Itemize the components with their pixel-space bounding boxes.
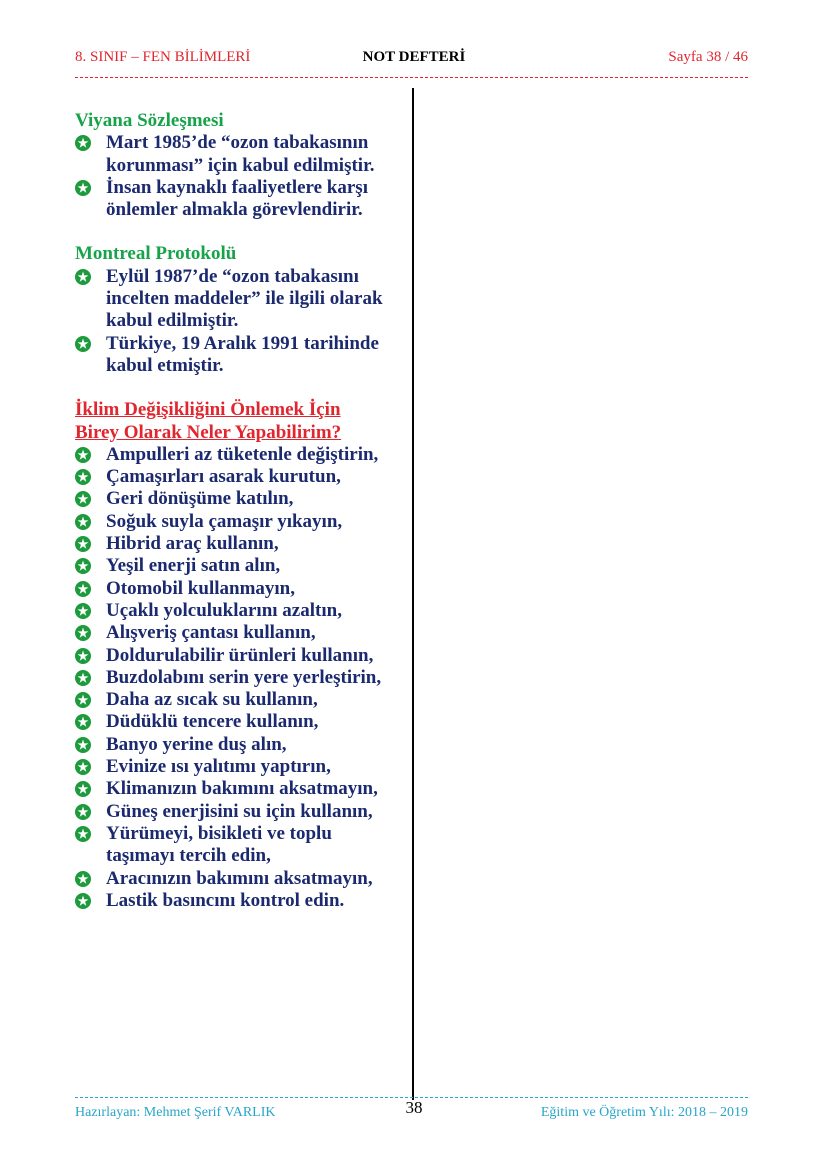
list-item-text: Lastik basıncını kontrol edin.: [106, 889, 345, 911]
footer-author: Hazırlayan: Mehmet Şerif VARLIK: [75, 1105, 276, 1120]
star-circle-icon: ★: [75, 558, 91, 574]
list-item-text: Yürümeyi, bisikleti ve toplu taşımayı tercih edin,: [106, 822, 332, 867]
header-title: NOT DEFTERİ: [362, 49, 466, 65]
list-item: [75, 555, 405, 577]
list-item: [75, 711, 405, 733]
star-circle-icon: ★: [75, 759, 91, 775]
list-item-text: Eylül 1987’de “ozon tabakasını incelten maddeler” ile ilgili olarak kabul edilmiştir.: [106, 265, 383, 332]
list-item-text: Düdüklü tencere kullanın,: [106, 711, 319, 733]
list-item-text: Alışveriş çantası kullanın,: [106, 622, 316, 644]
section-heading: Montreal Protokolü: [75, 243, 237, 265]
list-item: [75, 645, 405, 667]
list-item-text: Otomobil kullanmayın,: [106, 577, 295, 599]
list-item-text: Aracınızın bakımını aksatmayın,: [106, 867, 373, 889]
header-divider: [75, 77, 748, 78]
list-item: [75, 734, 405, 756]
list-item-text: Banyo yerine duş alın,: [106, 733, 287, 755]
list-item-text: Hibrid araç kullanın,: [106, 533, 279, 555]
star-circle-icon: ★: [75, 603, 91, 619]
star-circle-icon: ★: [75, 648, 91, 664]
star-circle-icon: ★: [75, 670, 91, 686]
column-divider: [412, 88, 414, 1100]
header-page: Sayfa 38 / 46: [668, 49, 748, 65]
star-circle-icon: ★: [75, 536, 91, 552]
list-item: [75, 533, 405, 555]
list-item-text: Yeşil enerji satın alın,: [106, 555, 281, 577]
list-item: [75, 444, 405, 466]
list-item-text: Geri dönüşüme katılın,: [106, 488, 294, 510]
star-circle-icon: ★: [75, 714, 91, 730]
list-item: [75, 801, 405, 823]
list-item-text: Uçaklı yolculuklarını azaltın,: [106, 599, 342, 621]
star-circle-icon: ★: [75, 447, 91, 463]
list-item-text: Mart 1985’de “ozon tabakasının korunması” için kabul edilmiştir.: [106, 132, 375, 176]
spacer: [75, 221, 405, 243]
list-item: [75, 689, 405, 711]
page-number: 38: [405, 1098, 423, 1117]
star-circle-icon: ★: [75, 469, 91, 485]
star-circle-icon: ★: [75, 625, 91, 641]
list-item: [75, 511, 405, 533]
list-item-text: Klimanızın bakımını aksatmayın,: [106, 778, 378, 800]
left-column: [75, 110, 405, 912]
list-item: [75, 868, 405, 890]
list-item-text: İnsan kaynaklı faaliyetlere karşı önlemler almakla görevlendirir.: [106, 176, 368, 221]
star-circle-icon: ★: [75, 180, 91, 196]
footer-year: Eğitim ve Öğretim Yılı: 2018 – 2019: [540, 1105, 748, 1120]
list-item: [75, 890, 405, 912]
star-circle-icon: ★: [75, 336, 91, 352]
star-circle-icon: ★: [75, 804, 91, 820]
list-item: [75, 600, 405, 622]
list-item: [75, 132, 405, 177]
list-item: [75, 622, 405, 644]
list-item-text: Soğuk suyla çamaşır yıkayın,: [106, 510, 343, 532]
list-item: [75, 823, 405, 868]
star-circle-icon: ★: [75, 893, 91, 909]
star-circle-icon: ★: [75, 269, 91, 285]
list-item: [75, 488, 405, 510]
section-heading: İklim Değişikliğini Önlemek İçin Birey Olarak Neler Yapabilirim?: [75, 399, 342, 443]
spacer: [75, 377, 405, 399]
list-item-text: Buzdolabını serin yere yerleştirin,: [106, 666, 382, 688]
list-item-text: Doldurulabilir ürünleri kullanın,: [106, 644, 374, 666]
star-circle-icon: ★: [75, 826, 91, 842]
list-item-text: Çamaşırları asarak kurutun,: [106, 466, 341, 488]
star-circle-icon: ★: [75, 781, 91, 797]
list-item-text: Güneş enerjisini su için kullanın,: [106, 800, 373, 822]
list-item: [75, 756, 405, 778]
list-item-text: Daha az sıcak su kullanın,: [106, 689, 318, 711]
star-circle-icon: ★: [75, 692, 91, 708]
star-circle-icon: ★: [75, 135, 91, 151]
list-item: [75, 266, 405, 333]
star-circle-icon: ★: [75, 581, 91, 597]
list-item-text: Evinize ısı yalıtımı yaptırın,: [106, 756, 331, 778]
list-item-text: Ampulleri az tüketenle değiştirin,: [106, 443, 379, 465]
list-item: [75, 333, 405, 378]
list-item-text: Türkiye, 19 Aralık 1991 tarihinde kabul etmiştir.: [106, 332, 379, 376]
star-circle-icon: ★: [75, 737, 91, 753]
list-item: [75, 466, 405, 488]
list-item: [75, 778, 405, 800]
list-item: [75, 177, 405, 222]
star-circle-icon: ★: [75, 871, 91, 887]
star-circle-icon: ★: [75, 491, 91, 507]
section-heading: Viyana Sözleşmesi: [75, 110, 224, 131]
list-item: [75, 667, 405, 689]
star-circle-icon: ★: [75, 514, 91, 530]
header-left: 8. SINIF – FEN BİLİMLERİ: [75, 49, 251, 65]
list-item: [75, 578, 405, 600]
